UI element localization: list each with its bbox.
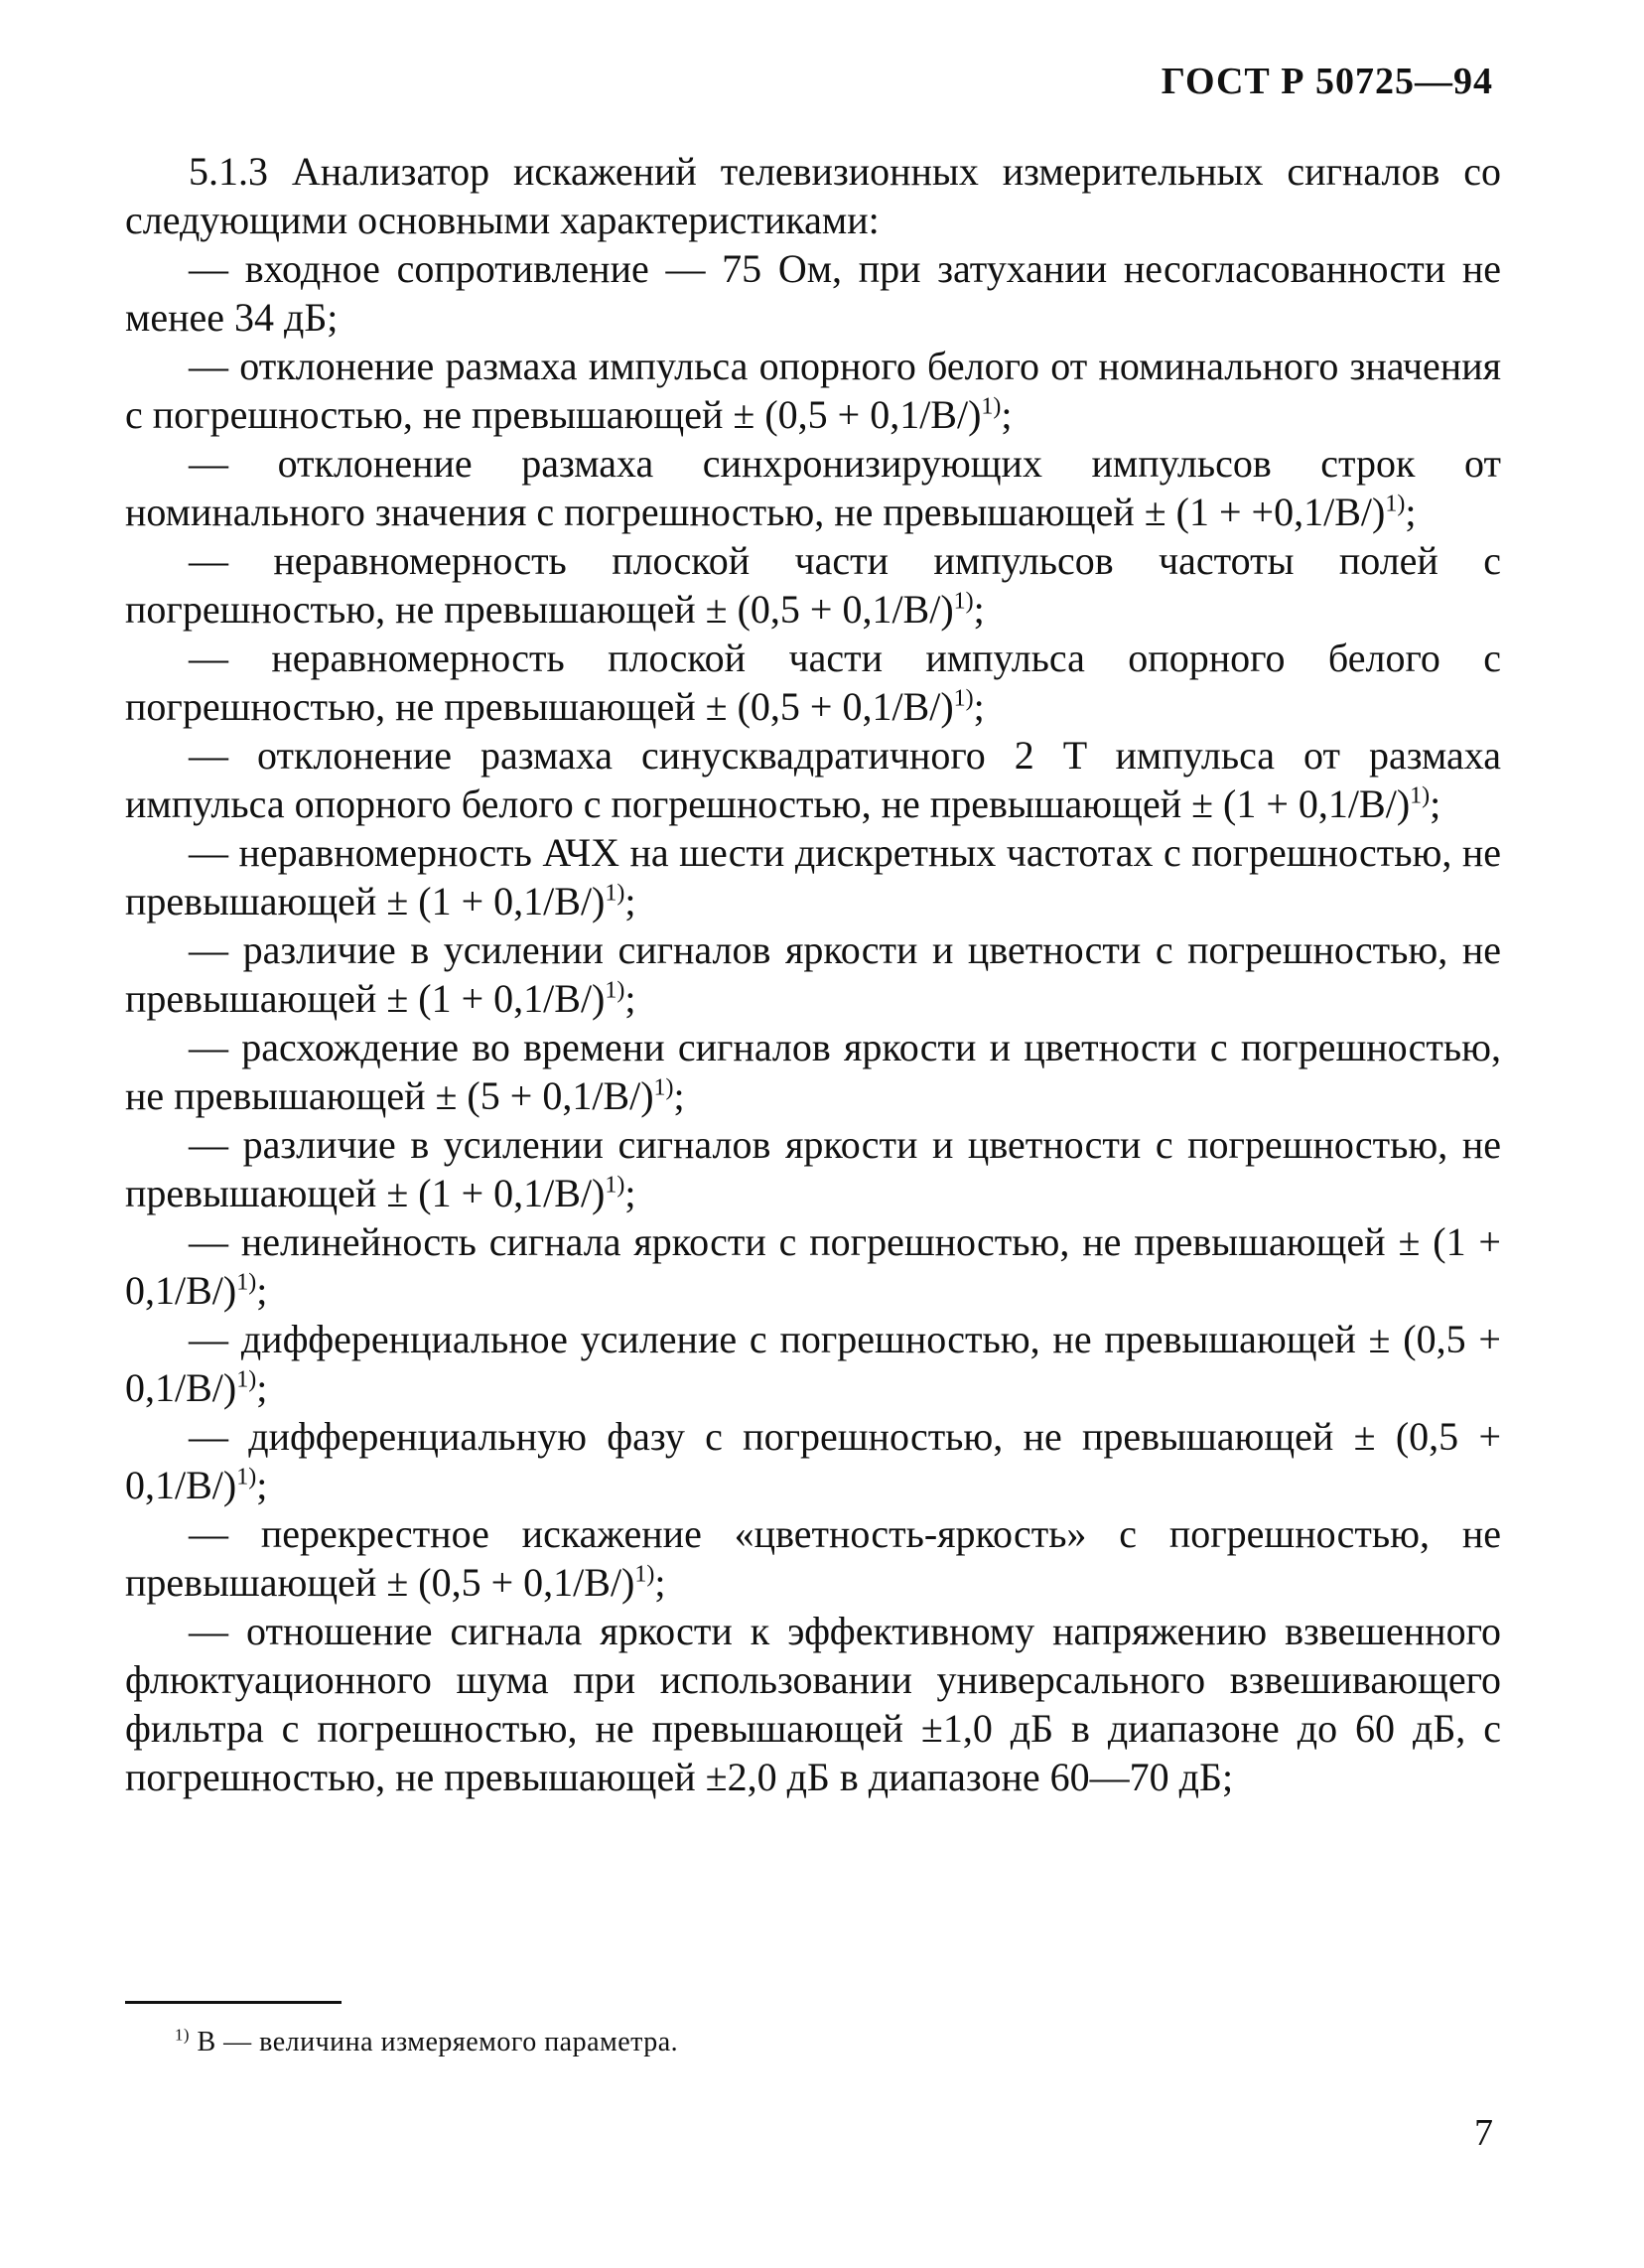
paragraph-text: — дифференциальную фазу с погрешностью, не превышающей ± (0,5 + 0,1/B/) [125,1414,1501,1507]
paragraph-text: — неравномерность плоской части импульсов частоты полей с погрешностью, не превышающей ± (0,5 + 0,1/B/) [125,538,1501,632]
footnote-reference: 1) [236,1464,257,1490]
paragraph-text: — различие в усилении сигналов яркости и цветности с погрешностью, не превышающей ± (1 + 0,1/B/) [125,927,1501,1021]
paragraph-text: — отклонение размаха синхронизирующих импульсов строк от номинального значения с погрешностью, не превышающей ± (1 + +0,1/B/) [125,441,1501,534]
footnote-reference: 1) [1410,782,1431,809]
paragraph-text: — входное сопротивление — 75 Ом, при затухании несогласованности не менее 34 дБ; [125,246,1501,340]
footnote-text: B — величина измеряемого параметра. [189,2027,679,2057]
paragraph-text: — неравномерность плоской части импульса опорного белого с погрешностью, не превышающей ± (0,5 + 0,1/B/) [125,636,1501,729]
footnote-marker: 1) [175,2025,190,2045]
paragraph-end: ; [256,1463,268,1507]
paragraph-text: — отношение сигнала яркости к эффективному напряжению взвешенного флюктуационного шума при использовании универсального взвешивающего фильтра с погрешностью, не превышающей ±1,0 дБ в диапазоне до 60 дБ, с погрешностью, не превышающей ±2,0 дБ в диапазоне 60—70 дБ; [125,1609,1501,1799]
footnote-reference: 1) [236,1269,257,1296]
paragraph [125,925,1501,1023]
paragraph [125,342,1501,439]
footnote-reference: 1) [236,1366,257,1393]
paragraph-text: — дифференциальное усиление с погрешностью, не превышающей ± (0,5 + 0,1/B/) [125,1317,1501,1410]
footnote-reference: 1) [605,1172,625,1199]
footnote-reference: 1) [653,1074,674,1101]
paragraph [125,1023,1501,1120]
paragraph [125,1412,1501,1509]
paragraph-text: — различие в усилении сигналов яркости и цветности с погрешностью, не превышающей ± (1 + 0,1/B/) [125,1122,1501,1215]
paragraph [125,1607,1501,1801]
footnote-reference: 1) [981,393,1002,420]
paragraph-text: — расхождение во времени сигналов яркости и цветности с погрешностью, не превышающей ± (5 + 0,1/B/) [125,1025,1501,1118]
footnote-reference: 1) [1385,491,1406,517]
standard-header: ГОСТ Р 50725—94 [1161,61,1493,102]
paragraph [125,1217,1501,1315]
paragraph [125,731,1501,828]
paragraph [125,244,1501,342]
paragraph-end: ; [1430,781,1441,826]
paragraph-end: ; [624,1171,636,1215]
paragraph-end: ; [256,1268,268,1313]
paragraph [125,147,1501,244]
footnote [175,2026,678,2059]
footnote-reference: 1) [953,685,974,712]
paragraph-text: — нелинейность сигнала яркости с погрешностью, не превышающей ± (1 + 0,1/B/) [125,1219,1501,1313]
footnote-reference: 1) [605,977,625,1004]
paragraph-end: ; [973,587,985,632]
paragraph [125,439,1501,536]
paragraph-end: ; [973,684,985,729]
page-number: 7 [1474,2112,1493,2154]
paragraph [125,1120,1501,1217]
paragraph-end: ; [673,1073,685,1118]
footnote-reference: 1) [634,1561,655,1588]
footnote-reference: 1) [953,588,974,615]
body-text [125,147,1501,1801]
footnote-divider [125,2001,342,2004]
paragraph-end: ; [654,1560,666,1605]
paragraph-text: — отклонение размаха синусквадратичного 2 T импульса от размаха импульса опорного белого с погрешностью, не превышающей ± (1 + 0,1/B/) [125,733,1501,826]
paragraph [125,828,1501,925]
paragraph [125,1315,1501,1412]
paragraph-end: ; [624,976,636,1021]
paragraph-text: — неравномерность АЧХ на шести дискретных частотах с погрешностью, не превышающей ± (1 + 0,1/B/) [125,830,1501,923]
paragraph-end: ; [1405,490,1417,534]
paragraph [125,634,1501,731]
paragraph-end: ; [1001,392,1013,437]
paragraph [125,536,1501,634]
paragraph-text: 5.1.3 Анализатор искажений телевизионных измерительных сигналов со следующими основными характеристиками: [125,149,1501,242]
paragraph-end: ; [624,879,636,923]
paragraph-end: ; [256,1365,268,1410]
paragraph-text: — отклонение размаха импульса опорного белого от номинального значения с погрешностью, не превышающей ± (0,5 + 0,1/B/) [125,344,1501,437]
paragraph-text: — перекрестное искажение «цветность-яркость» с погрешностью, не превышающей ± (0,5 + 0,1/B/) [125,1511,1501,1605]
footnote-reference: 1) [605,880,625,907]
paragraph [125,1509,1501,1607]
